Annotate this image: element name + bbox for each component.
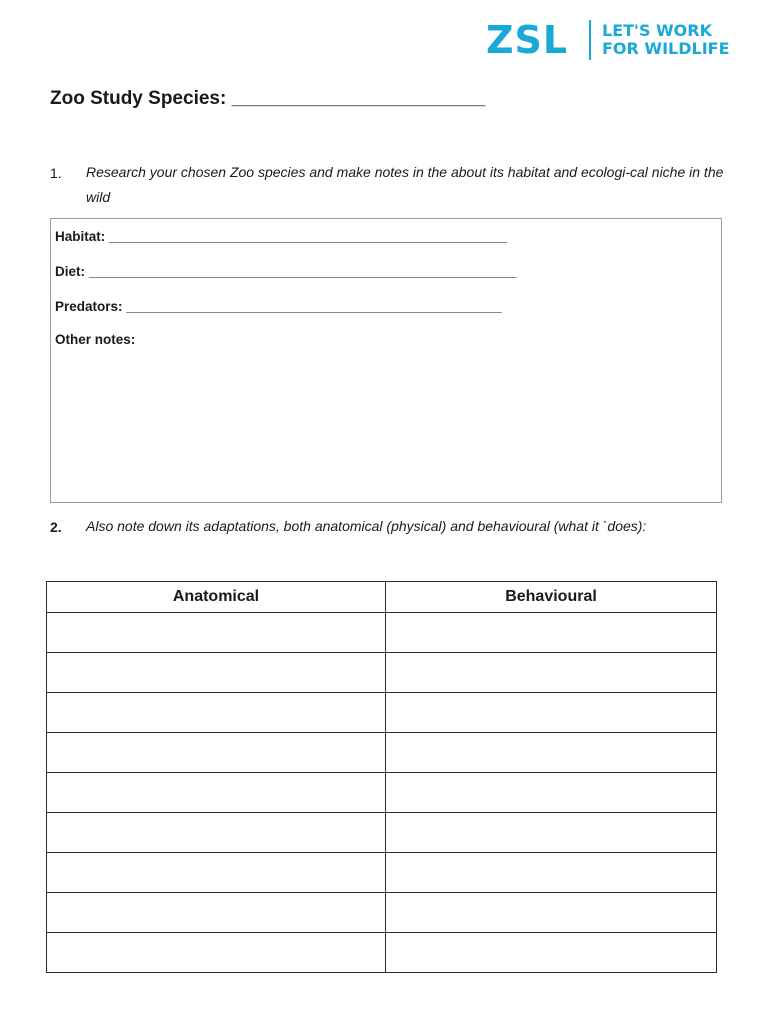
adaptations-table — [46, 581, 717, 973]
behavioural-cell[interactable] — [386, 773, 717, 813]
anatomical-cell[interactable] — [47, 933, 386, 973]
zsl-logo-mark: ZSL — [486, 18, 569, 62]
logo-tagline-line1: LET'S WORK — [602, 21, 712, 40]
table-row — [47, 773, 717, 813]
other-notes-label: Other notes: — [55, 332, 136, 347]
anatomical-cell[interactable] — [47, 653, 386, 693]
logo-tagline-line2: FOR WILDLIFE — [602, 39, 730, 58]
behavioural-cell[interactable] — [386, 693, 717, 733]
behavioural-cell[interactable] — [386, 893, 717, 933]
question-2-text: Also note down its adaptations, both anatomical (physical) and behavioural (what it `does): — [86, 518, 647, 534]
question-1-number: 1. — [50, 165, 62, 181]
behavioural-cell[interactable] — [386, 813, 717, 853]
anatomical-cell[interactable] — [47, 773, 386, 813]
anatomical-cell[interactable] — [47, 893, 386, 933]
behavioural-cell[interactable] — [386, 733, 717, 773]
habitat-field[interactable]: Habitat: _____________________________________________________ — [55, 229, 507, 244]
anatomical-header: Anatomical — [47, 582, 386, 613]
anatomical-cell[interactable] — [47, 693, 386, 733]
notes-box[interactable] — [50, 218, 722, 503]
page-title: Zoo Study Species: ________________________ — [50, 88, 486, 109]
table-row — [47, 733, 717, 773]
anatomical-cell[interactable] — [47, 853, 386, 893]
anatomical-cell[interactable] — [47, 733, 386, 773]
logo-tagline — [602, 22, 730, 58]
table-row — [47, 933, 717, 973]
behavioural-cell[interactable] — [386, 613, 717, 653]
behavioural-header: Behavioural — [386, 582, 717, 613]
table-row — [47, 853, 717, 893]
table-row — [47, 653, 717, 693]
table-row — [47, 693, 717, 733]
question-2-number: 2. — [50, 519, 62, 535]
table-row — [47, 813, 717, 853]
behavioural-cell[interactable] — [386, 853, 717, 893]
question-1-text: Research your chosen Zoo species and make notes in the about its habitat and ecologi-cal niche in the wild — [86, 164, 724, 205]
logo-divider — [589, 20, 591, 60]
behavioural-cell[interactable] — [386, 653, 717, 693]
table-row — [47, 613, 717, 653]
table-row — [47, 893, 717, 933]
table-header-row — [47, 582, 717, 613]
table-body — [47, 613, 717, 973]
anatomical-cell[interactable] — [47, 813, 386, 853]
zsl-logo — [486, 18, 746, 64]
predators-field[interactable]: Predators: __________________________________________________ — [55, 299, 502, 314]
anatomical-cell[interactable] — [47, 613, 386, 653]
diet-field[interactable]: Diet: _________________________________________________________ — [55, 264, 517, 279]
behavioural-cell[interactable] — [386, 933, 717, 973]
